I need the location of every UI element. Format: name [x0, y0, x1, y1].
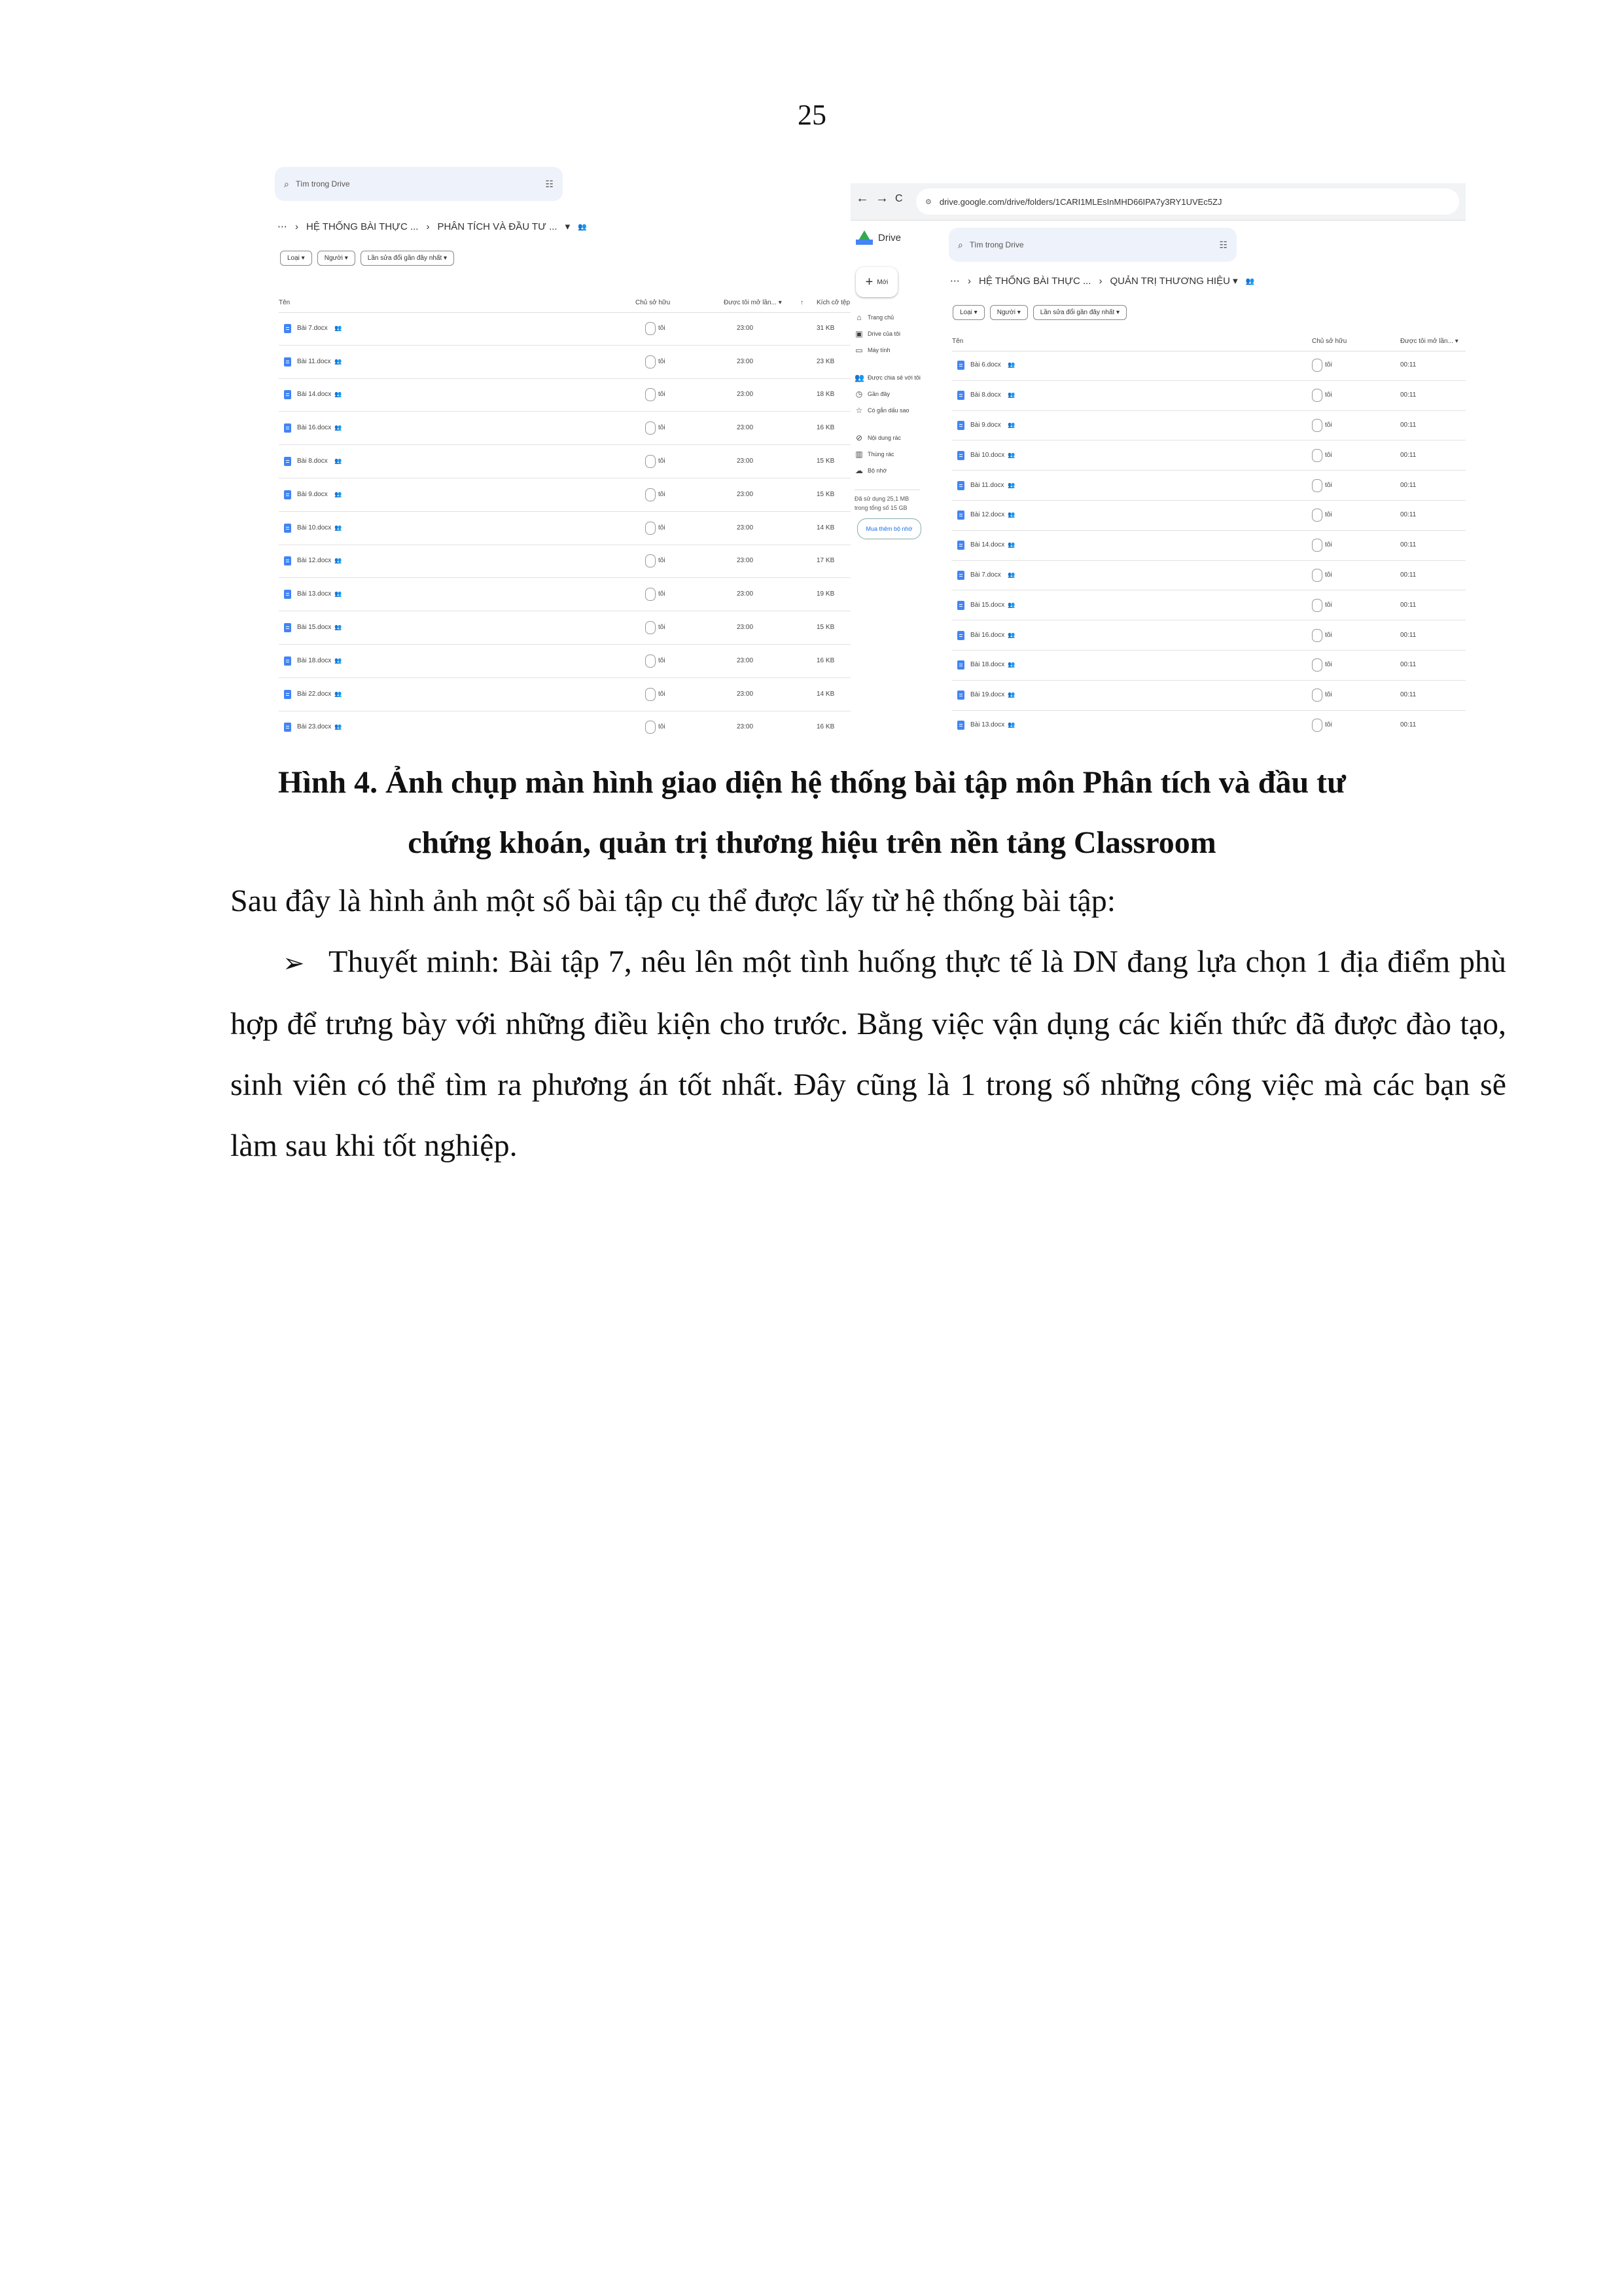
table-row[interactable]: [952, 590, 1466, 620]
opened-time: 23:00: [737, 590, 754, 598]
owner-avatar-icon: [1312, 658, 1322, 672]
table-row[interactable]: [952, 440, 1466, 471]
owner-name: tôi: [1325, 691, 1332, 699]
sidebar-item-shared[interactable]: [855, 373, 921, 382]
table-row[interactable]: [279, 512, 857, 545]
file-name: Bài 12.docx: [970, 511, 1005, 519]
column-opened[interactable]: Được tôi mở lần... ▾: [1400, 338, 1458, 345]
doc-file-icon: [957, 391, 964, 400]
owner-avatar-icon: [1312, 449, 1322, 462]
new-button[interactable]: [856, 267, 898, 297]
file-name: Bài 14.docx: [297, 391, 332, 399]
search-icon: ⌕: [284, 178, 289, 189]
owner-name: tôi: [658, 656, 665, 664]
file-table-header: [279, 296, 857, 313]
shared-icon: 👥: [334, 557, 342, 564]
search-icon: ⌕: [958, 239, 963, 250]
breadcrumb-parent[interactable]: HỆ THỐNG BÀI THỰC ...: [979, 275, 1091, 287]
shared-icon: 👥: [334, 324, 342, 331]
owner-name: tôi: [658, 324, 665, 332]
file-name: Bài 10.docx: [297, 524, 332, 531]
owner-name: tôi: [658, 524, 665, 531]
file-name: Bài 18.docx: [297, 656, 332, 664]
column-owner[interactable]: Chủ sở hữu: [1312, 338, 1347, 345]
shared-icon: 👥: [1008, 631, 1015, 638]
opened-time: 23:00: [737, 391, 754, 399]
owner-avatar-icon: [645, 488, 656, 501]
owner-name: tôi: [1325, 451, 1332, 459]
file-name: Bài 11.docx: [970, 481, 1004, 489]
opened-time: 23:00: [737, 656, 754, 664]
doc-file-icon: [957, 660, 964, 670]
file-size: 23 KB: [817, 357, 835, 365]
filter-options-icon[interactable]: ☷: [545, 178, 554, 189]
shared-icon: 👥: [1008, 571, 1015, 578]
table-row[interactable]: [952, 531, 1466, 561]
owner-name: tôi: [1325, 391, 1332, 399]
file-name: Bài 18.docx: [970, 661, 1005, 669]
breadcrumb: [950, 275, 1254, 287]
owner-avatar-icon: [1312, 389, 1322, 402]
shared-icon: 👥: [334, 723, 342, 730]
shared-icon: 👥: [334, 656, 342, 664]
column-opened[interactable]: Được tôi mở lần... ▾: [724, 299, 782, 306]
sidebar-item-label: Có gắn dấu sao: [868, 407, 909, 414]
doc-file-icon: [957, 421, 964, 430]
file-name: Bài 7.docx: [970, 571, 1001, 579]
opened-time: 23:00: [737, 357, 754, 365]
opened-time: 23:00: [737, 624, 754, 632]
chevron-right-icon: ›: [426, 221, 430, 232]
app-name: Drive: [878, 232, 902, 243]
breadcrumb-current[interactable]: QUẢN TRỊ THƯƠNG HIỆU ▾: [1110, 276, 1238, 287]
owner-avatar-icon: [1312, 629, 1322, 642]
table-row[interactable]: [952, 561, 1466, 591]
file-size: 16 KB: [817, 723, 835, 731]
owner-name: tôi: [1325, 421, 1332, 429]
file-list: [279, 312, 857, 740]
sidebar-item-label: Máy tính: [868, 347, 891, 353]
opened-time: 00:11: [1400, 541, 1417, 549]
owner-name: tôi: [1325, 541, 1332, 549]
url-text: drive.google.com/drive/folders/1CARI1MLEsInMHD66IPA7y3RY1UVEc5ZJ: [939, 196, 1222, 207]
caption-line-2: chứng khoán, quản trị thương hiệu trên nền tảng Classroom: [408, 825, 1216, 860]
shared-icon: 👥: [1008, 661, 1015, 668]
owner-name: tôi: [658, 490, 665, 498]
table-row[interactable]: [279, 312, 857, 346]
shared-icon: 👥: [1008, 391, 1015, 399]
filter-people-chip[interactable]: Người ▾: [990, 305, 1028, 320]
sidebar-item-home[interactable]: [855, 313, 894, 322]
opened-time: 23:00: [737, 524, 754, 531]
doc-file-icon: [957, 571, 964, 580]
file-name: Bài 8.docx: [970, 391, 1001, 399]
sidebar-item-computers[interactable]: [855, 346, 891, 355]
file-name: Bài 13.docx: [297, 590, 332, 598]
opened-time: 23:00: [737, 490, 754, 498]
drive-logo[interactable]: [856, 230, 901, 245]
breadcrumb: [277, 221, 587, 232]
owner-name: tôi: [1325, 361, 1332, 369]
doc-file-icon: [284, 623, 291, 632]
breadcrumb-more[interactable]: ⋯: [277, 221, 287, 232]
file-table-header: [952, 335, 1466, 351]
breadcrumb-parent[interactable]: HỆ THỐNG BÀI THỰC ...: [306, 221, 419, 232]
file-size: 16 KB: [817, 656, 835, 664]
new-button-label: Mới: [877, 278, 889, 286]
owner-avatar-icon: [1312, 599, 1322, 612]
file-name: Bài 11.docx: [297, 357, 331, 365]
sidebar-item-storage[interactable]: [855, 466, 887, 475]
sidebar-item-label: Bộ nhớ: [868, 467, 887, 474]
file-name: Bài 22.docx: [297, 690, 332, 698]
caption-line-1: Hình 4. Ảnh chụp màn hình giao diện hệ thống bài tập môn Phân tích và đầu tư: [278, 765, 1346, 800]
table-row[interactable]: [952, 471, 1466, 501]
doc-file-icon: [284, 390, 291, 399]
clock-icon: ◷: [855, 389, 863, 399]
file-size: 19 KB: [817, 590, 835, 598]
back-arrow-icon[interactable]: ←: [856, 191, 869, 206]
opened-time: 00:11: [1400, 661, 1417, 669]
shared-icon: 👥: [334, 457, 342, 465]
opened-time: 00:11: [1400, 391, 1417, 399]
owner-avatar-icon: [645, 355, 656, 368]
owner-avatar-icon: [645, 388, 656, 401]
doc-file-icon: [284, 590, 291, 599]
doc-file-icon: [284, 324, 291, 333]
owner-avatar-icon: [1312, 719, 1322, 732]
owner-avatar-icon: [1312, 569, 1322, 582]
file-list: [952, 351, 1466, 740]
sidebar-item-my-drive[interactable]: [855, 329, 900, 338]
owner-avatar-icon: [645, 422, 656, 435]
owner-avatar-icon: [645, 588, 656, 601]
filter-chips: [280, 251, 454, 266]
figure-caption: [196, 753, 1428, 873]
shared-icon: 👥: [1008, 601, 1015, 608]
file-name: Bài 16.docx: [970, 631, 1005, 639]
filter-options-icon[interactable]: ☷: [1219, 239, 1227, 250]
owner-name: tôi: [1325, 571, 1332, 579]
filter-modified-chip[interactable]: Lần sửa đổi gần đây nhất ▾: [1033, 305, 1127, 320]
doc-file-icon: [957, 691, 964, 700]
table-row[interactable]: [279, 478, 857, 512]
shared-icon: 👥: [1008, 541, 1015, 548]
file-name: Bài 14.docx: [970, 541, 1005, 549]
file-name: Bài 15.docx: [297, 624, 332, 632]
column-owner[interactable]: Chủ sở hữu: [635, 299, 671, 306]
shared-icon: 👥: [334, 624, 342, 631]
file-name: Bài 13.docx: [970, 721, 1005, 728]
shared-icon: 👥: [1008, 361, 1015, 368]
opened-time: 00:11: [1400, 481, 1417, 489]
opened-time: 23:00: [737, 424, 754, 432]
shared-icon: 👥: [1008, 691, 1015, 698]
doc-file-icon: [957, 631, 964, 640]
table-row[interactable]: [279, 379, 857, 412]
file-name: Bài 15.docx: [970, 601, 1005, 609]
owner-avatar-icon: [645, 554, 656, 567]
search-placeholder: Tìm trong Drive: [969, 240, 1024, 249]
table-row[interactable]: [952, 381, 1466, 411]
sidebar-item-label: Drive của tôi: [868, 331, 901, 337]
chevron-right-icon: ›: [968, 275, 971, 287]
doc-file-icon: [957, 361, 964, 370]
chevron-right-icon: ›: [295, 221, 298, 232]
doc-file-icon: [284, 457, 291, 466]
reload-icon[interactable]: C: [895, 193, 903, 204]
owner-name: tôi: [658, 357, 665, 365]
table-row[interactable]: [952, 411, 1466, 441]
table-row[interactable]: [952, 351, 1466, 381]
opened-time: 00:11: [1400, 451, 1417, 459]
doc-file-icon: [957, 541, 964, 550]
shared-icon: 👥: [334, 524, 342, 531]
table-row[interactable]: [279, 578, 857, 611]
sidebar-item-label: Thùng rác: [868, 451, 894, 457]
file-name: Bài 9.docx: [297, 490, 328, 498]
doc-file-icon: [284, 423, 291, 433]
file-size: 15 KB: [817, 624, 835, 632]
computer-icon: ▭: [855, 346, 863, 355]
file-name: Bài 8.docx: [297, 457, 328, 465]
file-name: Bài 10.docx: [970, 451, 1005, 459]
column-name[interactable]: Tên: [952, 338, 964, 345]
opened-time: 23:00: [737, 457, 754, 465]
intro-paragraph: Sau đây là hình ảnh một số bài tập cụ thể được lấy từ hệ thống bài tập:: [230, 884, 1116, 918]
star-icon: ☆: [855, 406, 863, 415]
shared-folder-icon: 👥: [578, 223, 587, 231]
filter-people-chip[interactable]: Người ▾: [317, 251, 355, 266]
table-row[interactable]: [279, 678, 857, 711]
shared-icon: 👥: [334, 424, 342, 431]
breadcrumb-more[interactable]: ⋯: [950, 276, 960, 287]
doc-file-icon: [957, 721, 964, 730]
owner-avatar-icon: [645, 621, 656, 634]
plus-icon: +: [865, 274, 874, 289]
column-name[interactable]: Tên: [279, 299, 291, 306]
opened-time: 23:00: [737, 690, 754, 698]
file-name: Bài 19.docx: [970, 691, 1005, 699]
drive-icon: ▣: [855, 329, 863, 338]
doc-file-icon: [957, 511, 964, 520]
cloud-icon: ☁: [855, 466, 863, 475]
bullet-paragraph: [230, 931, 1506, 1176]
opened-time: 00:11: [1400, 601, 1417, 609]
shared-folder-icon: 👥: [1245, 277, 1255, 285]
table-row[interactable]: [279, 445, 857, 478]
bullet-text: Thuyết minh: Bài tập 7, nêu lên một tình huống thực tế là DN đang lựa chọn 1 địa điểm phù hợp để trưng bày với những điều kiện cho trước. Bằng việc vận dụng các kiến thức đã được đào tạo, sinh viên có thể tìm ra phương án tốt nhất. Đây cũng là 1 trong số những công việc mà các bạn sẽ làm sau khi tốt nghiệp.: [230, 944, 1506, 1163]
owner-name: tôi: [1325, 481, 1332, 489]
sidebar-item-label: Trang chủ: [868, 314, 894, 321]
sort-arrow-icon[interactable]: ↑: [800, 299, 803, 306]
owner-avatar-icon: [645, 522, 656, 535]
file-size: 31 KB: [817, 324, 835, 332]
trash-icon: ▥: [855, 450, 863, 459]
opened-time: 23:00: [737, 324, 754, 332]
table-row[interactable]: [279, 346, 857, 379]
opened-time: 00:11: [1400, 421, 1417, 429]
owner-avatar-icon: [645, 655, 656, 668]
owner-name: tôi: [658, 690, 665, 698]
doc-file-icon: [284, 656, 291, 666]
opened-time: 00:11: [1400, 691, 1417, 699]
file-size: 14 KB: [817, 690, 835, 698]
shared-icon: 👥: [1008, 511, 1015, 518]
doc-file-icon: [284, 524, 291, 533]
file-size: 15 KB: [817, 490, 835, 498]
owner-name: tôi: [1325, 631, 1332, 639]
owner-avatar-icon: [1312, 419, 1322, 432]
owner-avatar-icon: [1312, 539, 1322, 552]
page-number: 25: [798, 99, 826, 131]
owner-name: tôi: [1325, 661, 1332, 669]
column-size[interactable]: Kích cỡ tệp: [817, 299, 851, 306]
filter-type-chip[interactable]: Loại ▾: [953, 305, 985, 320]
shared-icon: 👥: [1008, 721, 1015, 728]
drive-screenshot-left: [275, 167, 857, 740]
owner-name: tôi: [658, 624, 665, 632]
caret-down-icon[interactable]: ▾: [565, 221, 571, 232]
file-size: 17 KB: [817, 557, 835, 565]
table-row[interactable]: [952, 620, 1466, 651]
owner-avatar-icon: [645, 455, 656, 468]
opened-time: 00:11: [1400, 631, 1417, 639]
filter-modified-chip[interactable]: Lần sửa đổi gần đây nhất ▾: [361, 251, 454, 266]
home-icon: ⌂: [856, 313, 862, 322]
doc-file-icon: [284, 690, 291, 699]
filter-type-chip[interactable]: Loại ▾: [280, 251, 312, 266]
doc-file-icon: [284, 357, 291, 367]
file-name: Bài 12.docx: [297, 557, 332, 565]
sidebar-item-spam[interactable]: [855, 433, 901, 442]
doc-file-icon: [957, 601, 964, 610]
site-info-icon[interactable]: ⚙: [925, 198, 932, 206]
owner-avatar-icon: [1312, 479, 1322, 492]
table-row[interactable]: [952, 651, 1466, 681]
file-size: 14 KB: [817, 524, 835, 531]
drive-logo-icon: [856, 230, 873, 245]
opened-time: 00:11: [1400, 571, 1417, 579]
file-name: Bài 16.docx: [297, 424, 332, 432]
file-name: Bài 7.docx: [297, 324, 328, 332]
shared-icon: 👥: [334, 391, 342, 398]
doc-file-icon: [957, 451, 964, 460]
bullet-arrow-icon: ➢: [283, 948, 305, 978]
file-size: 15 KB: [817, 457, 835, 465]
shared-icon: 👥: [334, 490, 342, 497]
file-size: 18 KB: [817, 391, 835, 399]
doc-file-icon: [284, 556, 291, 565]
browser-toolbar: [851, 183, 1466, 221]
owner-name: tôi: [658, 723, 665, 731]
owner-avatar-icon: [645, 322, 656, 335]
owner-avatar-icon: [1312, 509, 1322, 522]
table-row[interactable]: [279, 645, 857, 678]
owner-name: tôi: [658, 391, 665, 399]
owner-name: tôi: [658, 424, 665, 432]
owner-name: tôi: [658, 457, 665, 465]
breadcrumb-current[interactable]: PHÂN TÍCH VÀ ĐẦU TƯ ...: [437, 221, 557, 232]
doc-file-icon: [284, 723, 291, 732]
table-row[interactable]: [952, 681, 1466, 711]
shared-icon: 👥: [334, 357, 342, 365]
table-row[interactable]: [279, 611, 857, 645]
file-name: Bài 23.docx: [297, 723, 332, 731]
drive-screenshot-right: [851, 183, 1466, 740]
owner-avatar-icon: [645, 688, 656, 701]
sidebar-item-recent[interactable]: [855, 389, 890, 399]
storage-usage-text: Đã sử dụng 25,1 MB trong tổng số 15 GB: [855, 490, 920, 512]
owner-avatar-icon: [645, 721, 656, 734]
table-row[interactable]: [952, 501, 1466, 531]
shared-icon: 👥: [334, 690, 342, 697]
buy-storage-button[interactable]: Mua thêm bộ nhớ: [857, 518, 921, 539]
drive-search-box[interactable]: [275, 167, 563, 201]
file-name: Bài 9.docx: [970, 421, 1001, 429]
shared-icon: 👥: [1008, 421, 1015, 428]
owner-name: tôi: [658, 557, 665, 565]
sidebar-item-starred[interactable]: [855, 406, 909, 415]
table-row[interactable]: [279, 412, 857, 445]
table-row[interactable]: [952, 711, 1466, 740]
opened-time: 23:00: [737, 723, 754, 731]
drive-search-box[interactable]: [949, 228, 1237, 262]
forward-arrow-icon[interactable]: →: [875, 191, 889, 206]
table-row[interactable]: [279, 545, 857, 579]
doc-file-icon: [284, 490, 291, 499]
file-size: 16 KB: [817, 424, 835, 432]
doc-file-icon: [957, 481, 964, 490]
table-row[interactable]: [279, 711, 857, 740]
shared-icon: 👥: [334, 590, 342, 598]
sidebar-item-label: Được chia sẻ với tôi: [868, 374, 921, 381]
owner-avatar-icon: [1312, 359, 1322, 372]
owner-name: tôi: [1325, 511, 1332, 519]
spam-icon: ⊘: [855, 433, 863, 442]
opened-time: 00:11: [1400, 511, 1417, 519]
people-icon: 👥: [855, 373, 864, 382]
owner-name: tôi: [658, 590, 665, 598]
sidebar-item-label: Nội dung rác: [868, 435, 902, 441]
chevron-right-icon: ›: [1099, 275, 1103, 287]
address-bar[interactable]: [916, 188, 1459, 215]
filter-chips: [953, 305, 1127, 320]
sidebar-item-label: Gần đây: [868, 391, 891, 397]
shared-icon: 👥: [1008, 481, 1015, 488]
opened-time: 00:11: [1400, 721, 1417, 728]
opened-time: 00:11: [1400, 361, 1417, 369]
opened-time: 23:00: [737, 557, 754, 565]
owner-name: tôi: [1325, 721, 1332, 728]
owner-avatar-icon: [1312, 689, 1322, 702]
sidebar-item-trash[interactable]: [855, 450, 894, 459]
search-placeholder: Tìm trong Drive: [295, 179, 350, 188]
shared-icon: 👥: [1008, 451, 1015, 458]
file-name: Bài 6.docx: [970, 361, 1001, 369]
owner-name: tôi: [1325, 601, 1332, 609]
